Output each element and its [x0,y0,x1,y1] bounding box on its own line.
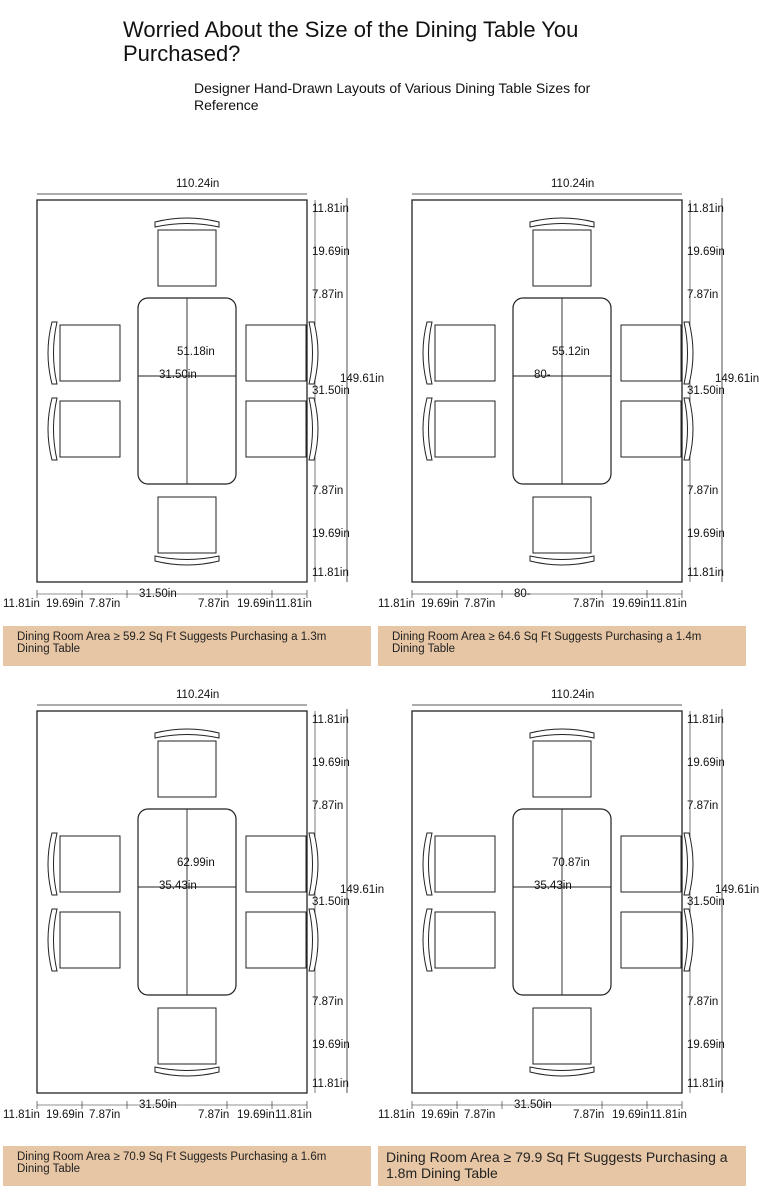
bottom-dimension-label: 7.87in [198,598,230,610]
room-depth-label: 149.61in [715,884,759,896]
chair-back [423,833,432,895]
bottom-dimension-label: 19.69in [46,1109,84,1121]
dining-layout [375,681,759,1181]
chair-back [530,556,594,565]
right-dimension-label: 19.69in [312,528,350,540]
table-width-label: 35.43in [534,880,572,892]
chair-seat [246,401,306,457]
chair-back [423,322,432,384]
bottom-dimension-label: 7.87in [464,598,496,610]
chair-seat [158,497,216,553]
right-dimension-label: 7.87in [687,800,719,812]
right-dimension-label: 19.69in [312,757,350,769]
chair [48,398,120,460]
right-dimension-label: 11.81in [312,203,349,215]
chair-seat [246,325,306,381]
chair [48,909,120,971]
chair-seat [60,401,120,457]
right-dimension-label: 7.87in [687,289,719,301]
right-dimension-label: 31.50in [687,896,725,908]
chair-back [530,218,594,227]
chair-back [155,556,219,565]
room-depth-label: 149.61in [340,373,385,385]
chair-back [309,398,318,460]
room-width-label: 110.24in [551,689,595,701]
chair-seat [435,401,495,457]
chair-back [48,909,57,971]
right-dimension-label: 7.87in [687,485,719,497]
bottom-dimension-label: 11.81in [275,1109,312,1121]
caption-banner: Dining Room Area ≥ 59.2 Sq Ft Suggests Purchasing a 1.3m Dining Table [3,626,371,666]
chair-seat [158,741,216,797]
chair-seat [533,741,591,797]
room-width-label: 110.24in [176,689,220,701]
table-length-label: 62.99in [177,857,215,869]
right-dimension-label: 11.81in [687,203,724,215]
right-dimension-label: 11.81in [312,567,349,579]
chair-seat [621,836,681,892]
room-width-label: 110.24in [551,178,595,190]
chair [530,1008,594,1076]
chair [530,729,594,797]
chair-back [530,1067,594,1076]
table-width-label: 80- [534,369,551,381]
table-length-label: 70.87in [552,857,590,869]
bottom-dimension-label: 11.81in [378,1109,415,1121]
room-depth-label: 149.61in [340,884,385,896]
chair-seat [435,325,495,381]
bottom-dimension-label: 80- [514,588,531,600]
bottom-dimension-label: 31.50in [514,1099,552,1111]
bottom-dimension-label: 11.81in [275,598,312,610]
right-dimension-label: 31.50in [687,385,725,397]
right-dimension-label: 19.69in [312,246,350,258]
chair-seat [246,912,306,968]
chair-back [309,909,318,971]
bottom-dimension-label: 19.69in [421,598,459,610]
chair-seat [158,230,216,286]
right-dimension-label: 11.81in [312,1078,349,1090]
chair [423,398,495,460]
right-dimension-label: 11.81in [687,1078,724,1090]
bottom-dimension-label: 11.81in [3,1109,40,1121]
right-dimension-label: 19.69in [687,246,725,258]
chair-back [48,833,57,895]
chair [155,729,219,797]
bottom-dimension-label: 7.87in [573,1109,605,1121]
right-dimension-label: 19.69in [687,757,725,769]
bottom-dimension-label: 11.81in [650,598,687,610]
table-width-label: 31.50in [159,369,197,381]
bottom-dimension-label: 7.87in [464,1109,496,1121]
chair-seat [621,912,681,968]
table-width-label: 35.43in [159,880,197,892]
right-dimension-label: 7.87in [687,996,719,1008]
chair [423,909,495,971]
bottom-dimension-label: 11.81in [650,1109,687,1121]
caption-banner: Dining Room Area ≥ 70.9 Sq Ft Suggests Purchasing a 1.6m Dining Table [3,1146,371,1186]
bottom-dimension-label: 7.87in [89,598,121,610]
dining-layout [0,170,385,660]
chair [155,1008,219,1076]
chair-back [423,398,432,460]
chair [48,833,120,895]
bottom-dimension-label: 7.87in [573,598,605,610]
bottom-dimension-label: 19.69in [237,1109,275,1121]
chair-seat [158,1008,216,1064]
right-dimension-label: 11.81in [687,714,724,726]
right-dimension-label: 11.81in [687,567,724,579]
bottom-dimension-label: 31.50in [139,1099,177,1111]
bottom-dimension-label: 19.69in [46,598,84,610]
chair-back [309,833,318,895]
page-title: Worried About the Size of the Dining Table You Purchased? [123,17,579,66]
bottom-dimension-label: 19.69in [421,1109,459,1121]
caption-banner: Dining Room Area ≥ 79.9 Sq Ft Suggests Purchasing a 1.8m Dining Table [378,1146,746,1186]
chair-back [48,398,57,460]
dining-layout [375,170,759,660]
room-width-label: 110.24in [176,178,220,190]
chair [530,218,594,286]
bottom-dimension-label: 19.69in [237,598,275,610]
chair [48,322,120,384]
chair-back [684,398,693,460]
bottom-dimension-label: 19.69in [612,598,650,610]
bottom-dimension-label: 11.81in [3,598,40,610]
right-dimension-label: 7.87in [312,800,344,812]
chair-back [309,322,318,384]
right-dimension-label: 19.69in [687,1039,725,1051]
chair-seat [533,497,591,553]
chair-seat [60,836,120,892]
bottom-dimension-label: 11.81in [378,598,415,610]
chair [423,322,495,384]
right-dimension-label: 19.69in [687,528,725,540]
bottom-dimension-label: 7.87in [198,1109,230,1121]
chair-back [530,729,594,738]
chair-back [684,833,693,895]
chair-back [48,322,57,384]
right-dimension-label: 31.50in [312,896,350,908]
chair-back [423,909,432,971]
chair [155,497,219,565]
chair-seat [435,836,495,892]
bottom-dimension-label: 19.69in [612,1109,650,1121]
right-dimension-label: 7.87in [312,485,344,497]
dining-layout [0,681,385,1175]
chair-back [684,909,693,971]
chair-seat [621,325,681,381]
page-subtitle: Designer Hand-Drawn Layouts of Various Dining Table Sizes for Reference [194,80,591,113]
chair [423,833,495,895]
caption-banner: Dining Room Area ≥ 64.6 Sq Ft Suggests Purchasing a 1.4m Dining Table [378,626,746,666]
chair-back [155,1067,219,1076]
room-depth-label: 149.61in [715,373,759,385]
table-length-label: 55.12in [552,346,590,358]
chair-seat [533,230,591,286]
chair-back [155,218,219,227]
right-dimension-label: 7.87in [312,996,344,1008]
right-dimension-label: 7.87in [312,289,344,301]
chair-seat [621,401,681,457]
chair [530,497,594,565]
bottom-dimension-label: 31.50in [139,588,177,600]
chair-seat [435,912,495,968]
chair-seat [533,1008,591,1064]
chair-back [155,729,219,738]
chair-seat [246,836,306,892]
chair-seat [60,325,120,381]
chair-back [684,322,693,384]
chair-seat [60,912,120,968]
right-dimension-label: 11.81in [312,714,349,726]
table-length-label: 51.18in [177,346,215,358]
chair [155,218,219,286]
right-dimension-label: 31.50in [312,385,350,397]
right-dimension-label: 19.69in [312,1039,350,1051]
bottom-dimension-label: 7.87in [89,1109,121,1121]
